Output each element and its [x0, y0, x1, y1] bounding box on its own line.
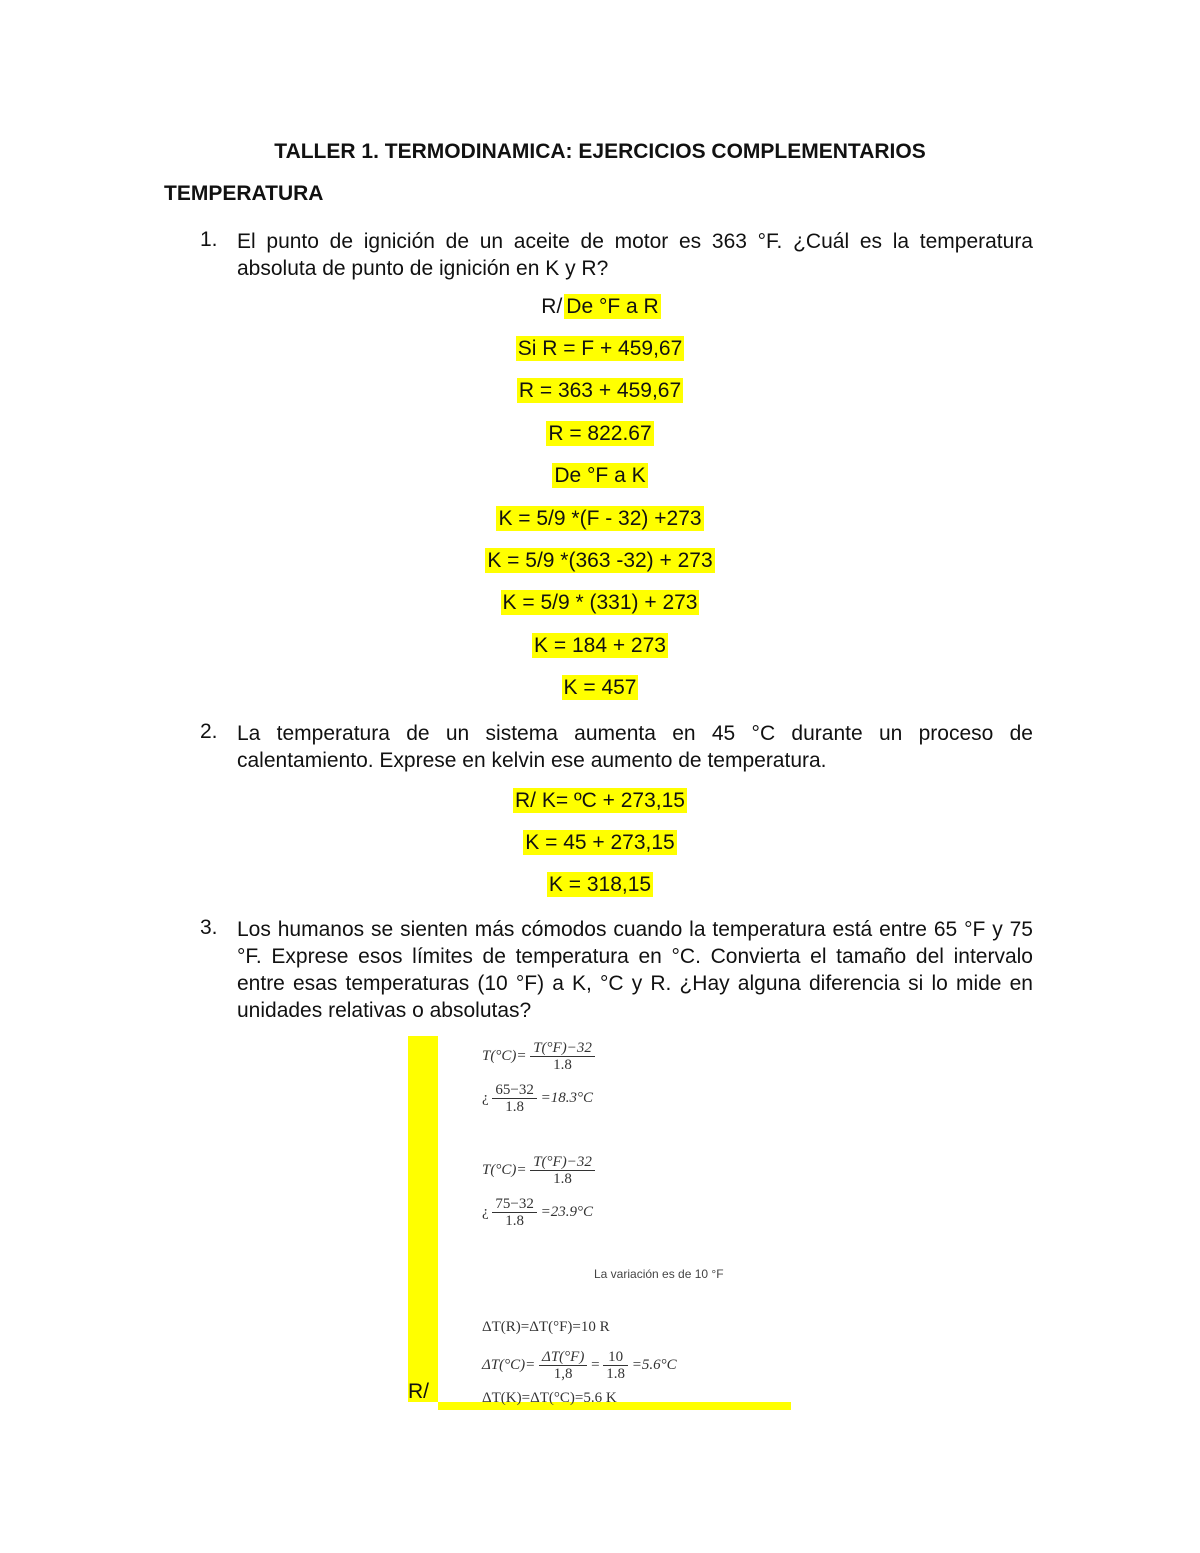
- question-1-line-1: El punto de ignición de un aceite de motor es 363 °F. ¿Cuál es la temperatura: [237, 230, 1033, 253]
- variation-note: La variación es de 10 °F: [594, 1267, 724, 1281]
- question-3-number: 3.: [200, 916, 218, 939]
- answer-2-step: K = 318,15: [548, 873, 652, 896]
- question-3-line-4: unidades relativas o absolutas?: [237, 999, 532, 1022]
- answer-1-line-8: [0, 591, 1200, 615]
- answer-1-line-6: [0, 507, 1200, 531]
- question-3-line-3: entre esas temperaturas (10 °F) a K, °C y R. ¿Hay alguna diferencia si lo mide en: [237, 972, 1033, 995]
- answer-2-line-2: [0, 831, 1200, 855]
- equation-celsius-formula-1: T(°C)= $\frac{T(^\circ F)-32}{1.8}$: [482, 1040, 595, 1073]
- answer-1-line-1: [0, 295, 1200, 319]
- answer-1-step: K = 5/9 * (331) + 273: [502, 591, 698, 614]
- answer-2-line-1: [0, 789, 1200, 813]
- highlight-strip: [408, 1036, 438, 1402]
- section-heading: TEMPERATURA: [164, 182, 324, 205]
- answer-1-line-3: [0, 379, 1200, 403]
- answer-1-step: K = 5/9 *(F - 32) +273: [498, 507, 702, 530]
- equation-65f-to-c: ¿ $\frac{65-32}{1.8}$ =18.3°C: [482, 1082, 594, 1115]
- question-2-line-1: La temperatura de un sistema aumenta en 45 °C durante un proceso de: [237, 722, 1033, 745]
- answer-1-step: R = 363 + 459,67: [518, 379, 682, 402]
- question-3-line-1: Los humanos se sienten más cómodos cuando la temperatura está entre 65 °F y 75: [237, 918, 1033, 941]
- equation-delta-kelvin: ΔT(K)=ΔT(°C)=5.6 K: [482, 1390, 617, 1406]
- answer-1-prefix: R/: [541, 295, 563, 318]
- answer-1-step: De °F a K: [554, 464, 646, 487]
- equation-delta-celsius: ΔT(°C)= $\frac{\Delta T(^\circ F)}{1,8}$ = $\frac{10}{1.8}$ =5.6°C: [482, 1349, 677, 1382]
- answer-2-step: R/ K= ºC + 273,15: [515, 789, 685, 812]
- answer-1-step: De °F a R: [566, 295, 659, 318]
- answer-1-line-9: [0, 634, 1200, 658]
- question-2-number: 2.: [200, 720, 218, 743]
- equation-celsius-formula-2: T(°C)= $\frac{T(^\circ F)-32}{1.8}$: [482, 1154, 595, 1187]
- question-1-line-2: absoluta de punto de ignición en K y R?: [237, 257, 609, 280]
- answer-1-step: K = 457: [563, 676, 637, 699]
- question-1-text: [237, 228, 1033, 282]
- answer-1-line-10: [0, 676, 1200, 700]
- equation-delta-rankine: ΔT(R)=ΔT(°F)=10 R: [482, 1319, 610, 1335]
- answer-1-line-5: [0, 464, 1200, 488]
- answer-1-step: K = 184 + 273: [534, 634, 666, 657]
- answer-3-math-block: [408, 1036, 791, 1410]
- question-3-line-2: °F. Exprese esos límites de temperatura en °C. Convierta el tamaño del intervalo: [237, 945, 1033, 968]
- question-1-number: 1.: [200, 228, 218, 251]
- question-2-line-2: calentamiento. Exprese en kelvin ese aumento de temperatura.: [237, 749, 827, 772]
- answer-1-step: Si R = F + 459,67: [517, 337, 683, 360]
- answer-2-step: K = 45 + 273,15: [525, 831, 675, 854]
- answer-1-line-2: [0, 337, 1200, 361]
- answer-3-label: R/: [408, 1380, 429, 1403]
- equation-75f-to-c: ¿ $\frac{75-32}{1.8}$ =23.9°C: [482, 1196, 594, 1229]
- question-3-text: [237, 916, 1033, 1024]
- answer-1-line-7: [0, 549, 1200, 573]
- answer-1-step: K = 5/9 *(363 -32) + 273: [487, 549, 713, 572]
- answer-1-step: R = 822.67: [548, 422, 652, 445]
- document-title: TALLER 1. TERMODINAMICA: EJERCICIOS COMPLEMENTARIOS: [274, 140, 926, 163]
- answer-2-line-3: [0, 873, 1200, 897]
- question-2-text: [237, 720, 1033, 774]
- answer-1-line-4: [0, 422, 1200, 446]
